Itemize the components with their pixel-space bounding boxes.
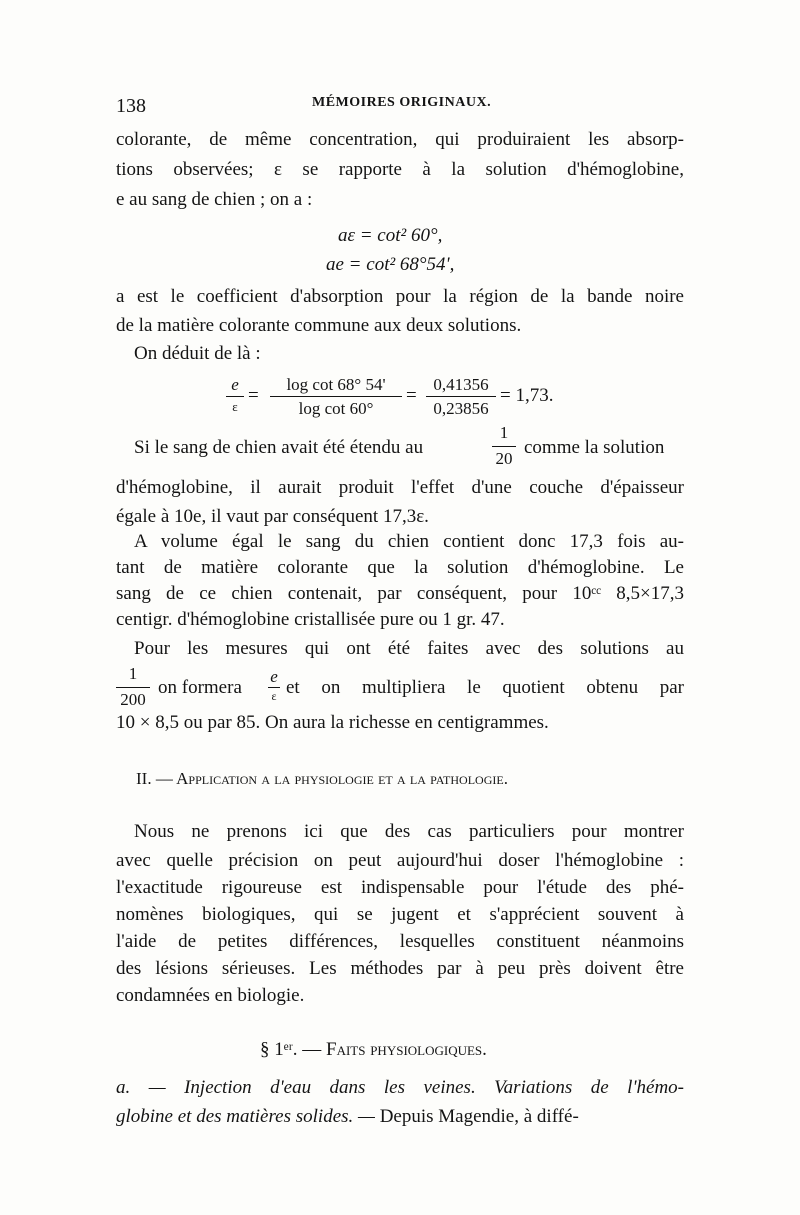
formula-fraction-ratio: e ε — [226, 376, 244, 418]
text-line: Si le sang de chien avait été étendu au — [134, 437, 424, 458]
fraction-one-twentieth: 1 20 — [492, 424, 516, 470]
italic-run: globine et des matières solides. — — [116, 1106, 375, 1127]
formula-result: = 1,73. — [500, 385, 554, 406]
text-line: centigr. d'hémoglobine cristallisée pure ou 1 gr. 47. — [116, 609, 505, 630]
equals-sign: = — [248, 385, 259, 406]
text-run: Depuis Magendie, à diffé- — [379, 1106, 579, 1127]
text-line: condamnées en biologie. — [116, 985, 305, 1006]
text-line: a est le coefficient d'absorption pour la région de la bande noire — [116, 286, 684, 307]
section-heading-text: II. — Application a la physiologie et a la pathologie. — [136, 769, 508, 788]
text-line: e au sang de chien ; on a : — [116, 189, 313, 210]
text-line: colorante, de même concentration, qui produiraient les absorp- — [116, 129, 684, 150]
equation-line: aε = cot² 60°, — [338, 225, 443, 246]
text-line: a. — Injection d'eau dans les veines. Variations de l'hémo- — [116, 1077, 684, 1098]
text-line: on formera — [158, 677, 242, 698]
text-line: comme la solution — [524, 437, 665, 458]
fraction-e-over-epsilon: e ε — [268, 668, 280, 708]
formula-fraction-log: log cot 68° 54' log cot 60° — [270, 376, 402, 418]
text-line: des lésions sérieuses. Les méthodes par à peu près doivent être — [116, 958, 684, 979]
text-line — [116, 1107, 579, 1126]
fraction-one-two-hundredth: 1 200 — [116, 665, 150, 711]
text-line: Nous ne prenons ici que des cas particuliers pour montrer — [134, 821, 684, 842]
text-line: l'aide de petites différences, lesquelles constituent néanmoins — [116, 931, 684, 952]
text-line: de la matière colorante commune aux deux solutions. — [116, 315, 522, 336]
text-line: avec quelle précision on peut aujourd'hui doser l'hémoglobine : — [116, 850, 684, 871]
text-line: tant de matière colorante que la solution d'hémoglobine. Le — [116, 557, 684, 578]
text-line: et on multipliera le quotient obtenu par — [286, 677, 684, 698]
formula-fraction-values: 0,41356 0,23856 — [426, 376, 496, 418]
text-line: 10 × 8,5 ou par 85. On aura la richesse en centigrammes. — [116, 712, 549, 733]
equals-sign: = — [406, 385, 417, 406]
text-line: égale à 10e, il vaut par conséquent 17,3ε. — [116, 506, 429, 527]
text-line: Pour les mesures qui ont été faites avec des solutions au — [134, 638, 684, 659]
text-line: On déduit de là : — [134, 343, 261, 364]
page-number: 138 — [116, 95, 146, 117]
section-heading — [136, 770, 508, 787]
text-line: nomènes biologiques, qui se jugent et s'apprécient souvent à — [116, 904, 684, 925]
text-line: d'hémoglobine, il aurait produit l'effet d'une couche d'épaisseur — [116, 477, 684, 498]
subsection-prefix: § 1ᵉʳ. — — [260, 1039, 326, 1060]
subsection-heading — [260, 1040, 487, 1059]
text-line: tions observées; ε se rapporte à la solution d'hémoglobine, — [116, 159, 684, 180]
text-line: l'exactitude rigoureuse est indispensable pour l'étude des phé- — [116, 877, 684, 898]
subsection-title: Faits physiologiques. — [326, 1039, 487, 1060]
text-line: A volume égal le sang du chien contient donc 17,3 fois au- — [134, 531, 684, 552]
text-line: sang de ce chien contenait, par conséquent, pour 10ᶜᶜ 8,5×17,3 — [116, 583, 684, 604]
equation-line: ae = cot² 68°54', — [326, 254, 455, 275]
running-title: MÉMOIRES ORIGINAUX. — [312, 95, 492, 110]
